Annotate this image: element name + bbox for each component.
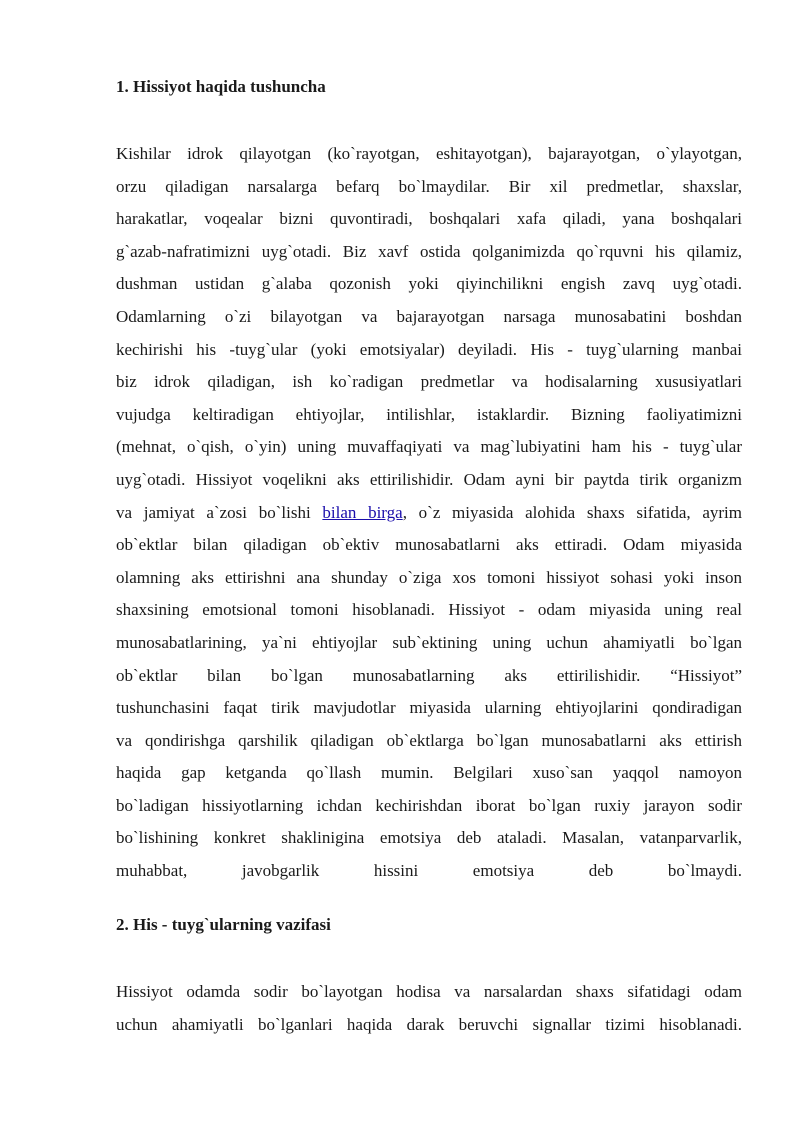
paragraph-line: Odamlarning o`zi bilayotgan va bajarayotgan narsaga munosabatini boshdan bbox=[116, 306, 742, 326]
line-text-after-link: , o`z miyasida alohida shaxs sifatida, ayrim bbox=[402, 502, 742, 522]
section-heading-1: 1. Hissiyot haqida tushuncha bbox=[116, 77, 326, 96]
paragraph-line-with-link bbox=[116, 497, 742, 530]
paragraph-line: ob`ektlar bilan bo`lgan munosabatlarning aks ettirilishidir. “Hissiyot” bbox=[116, 665, 742, 685]
paragraph-line: shaxsining emotsional tomoni hisoblanadi. Hissiyot - odam miyasida uning real bbox=[116, 600, 742, 620]
paragraph-line: kechirishi his -tuyg`ular (yoki emotsiyalar) deyiladi. His - tuyg`ularning manbai bbox=[116, 339, 742, 359]
paragraph-line: haqida gap ketganda qo`llash mumin. Belgilari xuso`san yaqqol namoyon bbox=[116, 763, 742, 783]
bilan-birga-link[interactable]: bilan birga bbox=[322, 502, 403, 522]
paragraph-line: harakatlar, voqealar bizni quvontiradi, boshqalari xafa qiladi, yana boshqalari bbox=[116, 209, 742, 229]
section-1-paragraph bbox=[116, 138, 742, 888]
paragraph-line: vujudga keltiradigan ehtiyojlar, intilishlar, istaklardir. Bizning faoliyatimizni bbox=[116, 404, 742, 424]
paragraph-line: g`azab-nafratimizni uyg`otadi. Biz xavf ostida qolganimizda qo`rquvni his qilamiz, bbox=[116, 241, 742, 261]
paragraph-line: Hissiyot odamda sodir bo`layotgan hodisa va narsalardan shaxs sifatidagi odam bbox=[116, 982, 742, 1001]
line-text-before-link: va jamiyat a`zosi bo`lishi bbox=[116, 502, 323, 522]
paragraph-line: munosabatlarining, ya`ni ehtiyojlar sub`ektining uning uchun ahamiyatli bo`lgan bbox=[116, 632, 742, 652]
paragraph-line: bo`ladigan hissiyotlarning ichdan kechirishdan iborat bo`lgan ruxiy jarayon sodir bbox=[116, 795, 742, 815]
paragraph-line: muhabbat, javobgarlik hissini emotsiya deb bo`lmaydi. bbox=[116, 861, 742, 881]
paragraph-line: tushunchasini faqat tirik mavjudotlar miyasida ularning ehtiyojlarini qondiradigan bbox=[116, 698, 742, 718]
section-heading-2: 2. His - tuyg`ularning vazifasi bbox=[116, 915, 331, 934]
paragraph-line: va qondirishga qarshilik qiladigan ob`ektlarga bo`lgan munosabatlarni aks ettirish bbox=[116, 730, 742, 750]
paragraph-line: bo`lishining konkret shaklinigina emotsiya deb ataladi. Masalan, vatanparvarlik, bbox=[116, 828, 742, 848]
section-2-paragraph bbox=[116, 976, 742, 1041]
paragraph-line: biz idrok qiladigan, ish ko`radigan predmetlar va hodisalarning xususiyatlari bbox=[116, 372, 742, 392]
paragraph-line: dushman ustidan g`alaba qozonish yoki qiyinchilikni engish zavq uyg`otadi. bbox=[116, 274, 742, 294]
paragraph-line: ob`ektlar bilan qiladigan ob`ektiv munosabatlarni aks ettiradi. Odam miyasida bbox=[116, 535, 742, 555]
paragraph-line: olamning aks ettirishni ana shunday o`ziga xos tomoni hissiyot sohasi yoki inson bbox=[116, 567, 742, 587]
paragraph-line: uchun ahamiyatli bo`lganlari haqida darak beruvchi signallar tizimi hisoblanadi. bbox=[116, 1014, 742, 1034]
paragraph-line: orzu qiladigan narsalarga befarq bo`lmaydilar. Bir xil predmetlar, shaxslar, bbox=[116, 176, 742, 196]
paragraph-line: uyg`otadi. Hissiyot voqelikni aks ettirilishidir. Odam ayni bir paytda tirik organizm bbox=[116, 469, 742, 489]
paragraph-line: (mehnat, o`qish, o`yin) uning muvaffaqiyati va mag`lubiyatini ham his - tuyg`ular bbox=[116, 437, 742, 457]
paragraph-line: Kishilar idrok qilayotgan (ko`rayotgan, eshitayotgan), bajarayotgan, o`ylayotgan, bbox=[116, 144, 742, 163]
